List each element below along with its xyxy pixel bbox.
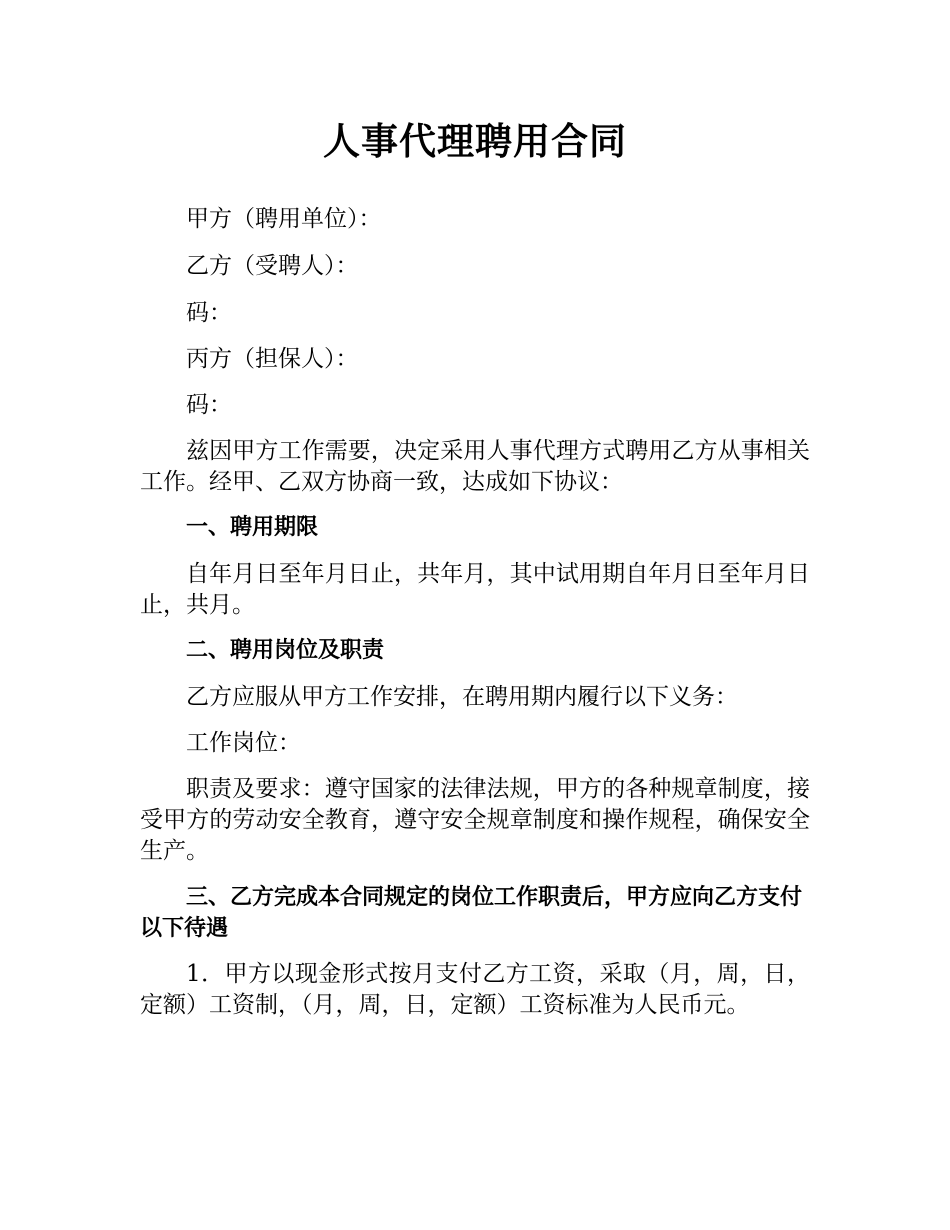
party-b-line: 乙方（受聘人）： (186, 253, 359, 279)
section1-heading: 一、聘用期限 (186, 515, 319, 540)
post-line: 工作岗位： (186, 730, 301, 756)
intro-paragraph: 兹因甲方工作需要，决定采用人事代理方式聘用乙方从事相关工作。经甲、乙双方协商一致，达成如下协议： (140, 438, 810, 495)
section2-paragraph: 乙方应服从甲方工作安排，在聘用期内履行以下义务： (186, 684, 738, 710)
section2-heading: 二、聘用岗位及职责 (186, 638, 385, 663)
duties-paragraph: 职责及要求：遵守国家的法律法规，甲方的各种规章制度，接受甲方的劳动安全教育，遵守安全规章制度和操作规程，确保安全生产。 (140, 776, 810, 864)
party-a-line: 甲方（聘用单位）： (186, 206, 382, 232)
document-title: 人事代理聘用合同 (323, 120, 627, 163)
section3-item-1: 1．甲方以现金形式按月支付乙方工资，采取（月，周，日，定额）工资制，（月，周，日，定额）工资标准为人民币元。 (140, 961, 810, 1018)
party-c-line: 丙方（担保人）： (186, 346, 359, 372)
section1-paragraph: 自年月日至年月日止，共年月，其中试用期自年月日至年月日止，共月。 (140, 561, 810, 618)
section3-heading: 三、乙方完成本合同规定的岗位工作职责后，甲方应向乙方支付以下待遇 (140, 885, 803, 941)
code-line-1: 码： (186, 300, 232, 326)
code-line-2: 码： (186, 392, 232, 418)
